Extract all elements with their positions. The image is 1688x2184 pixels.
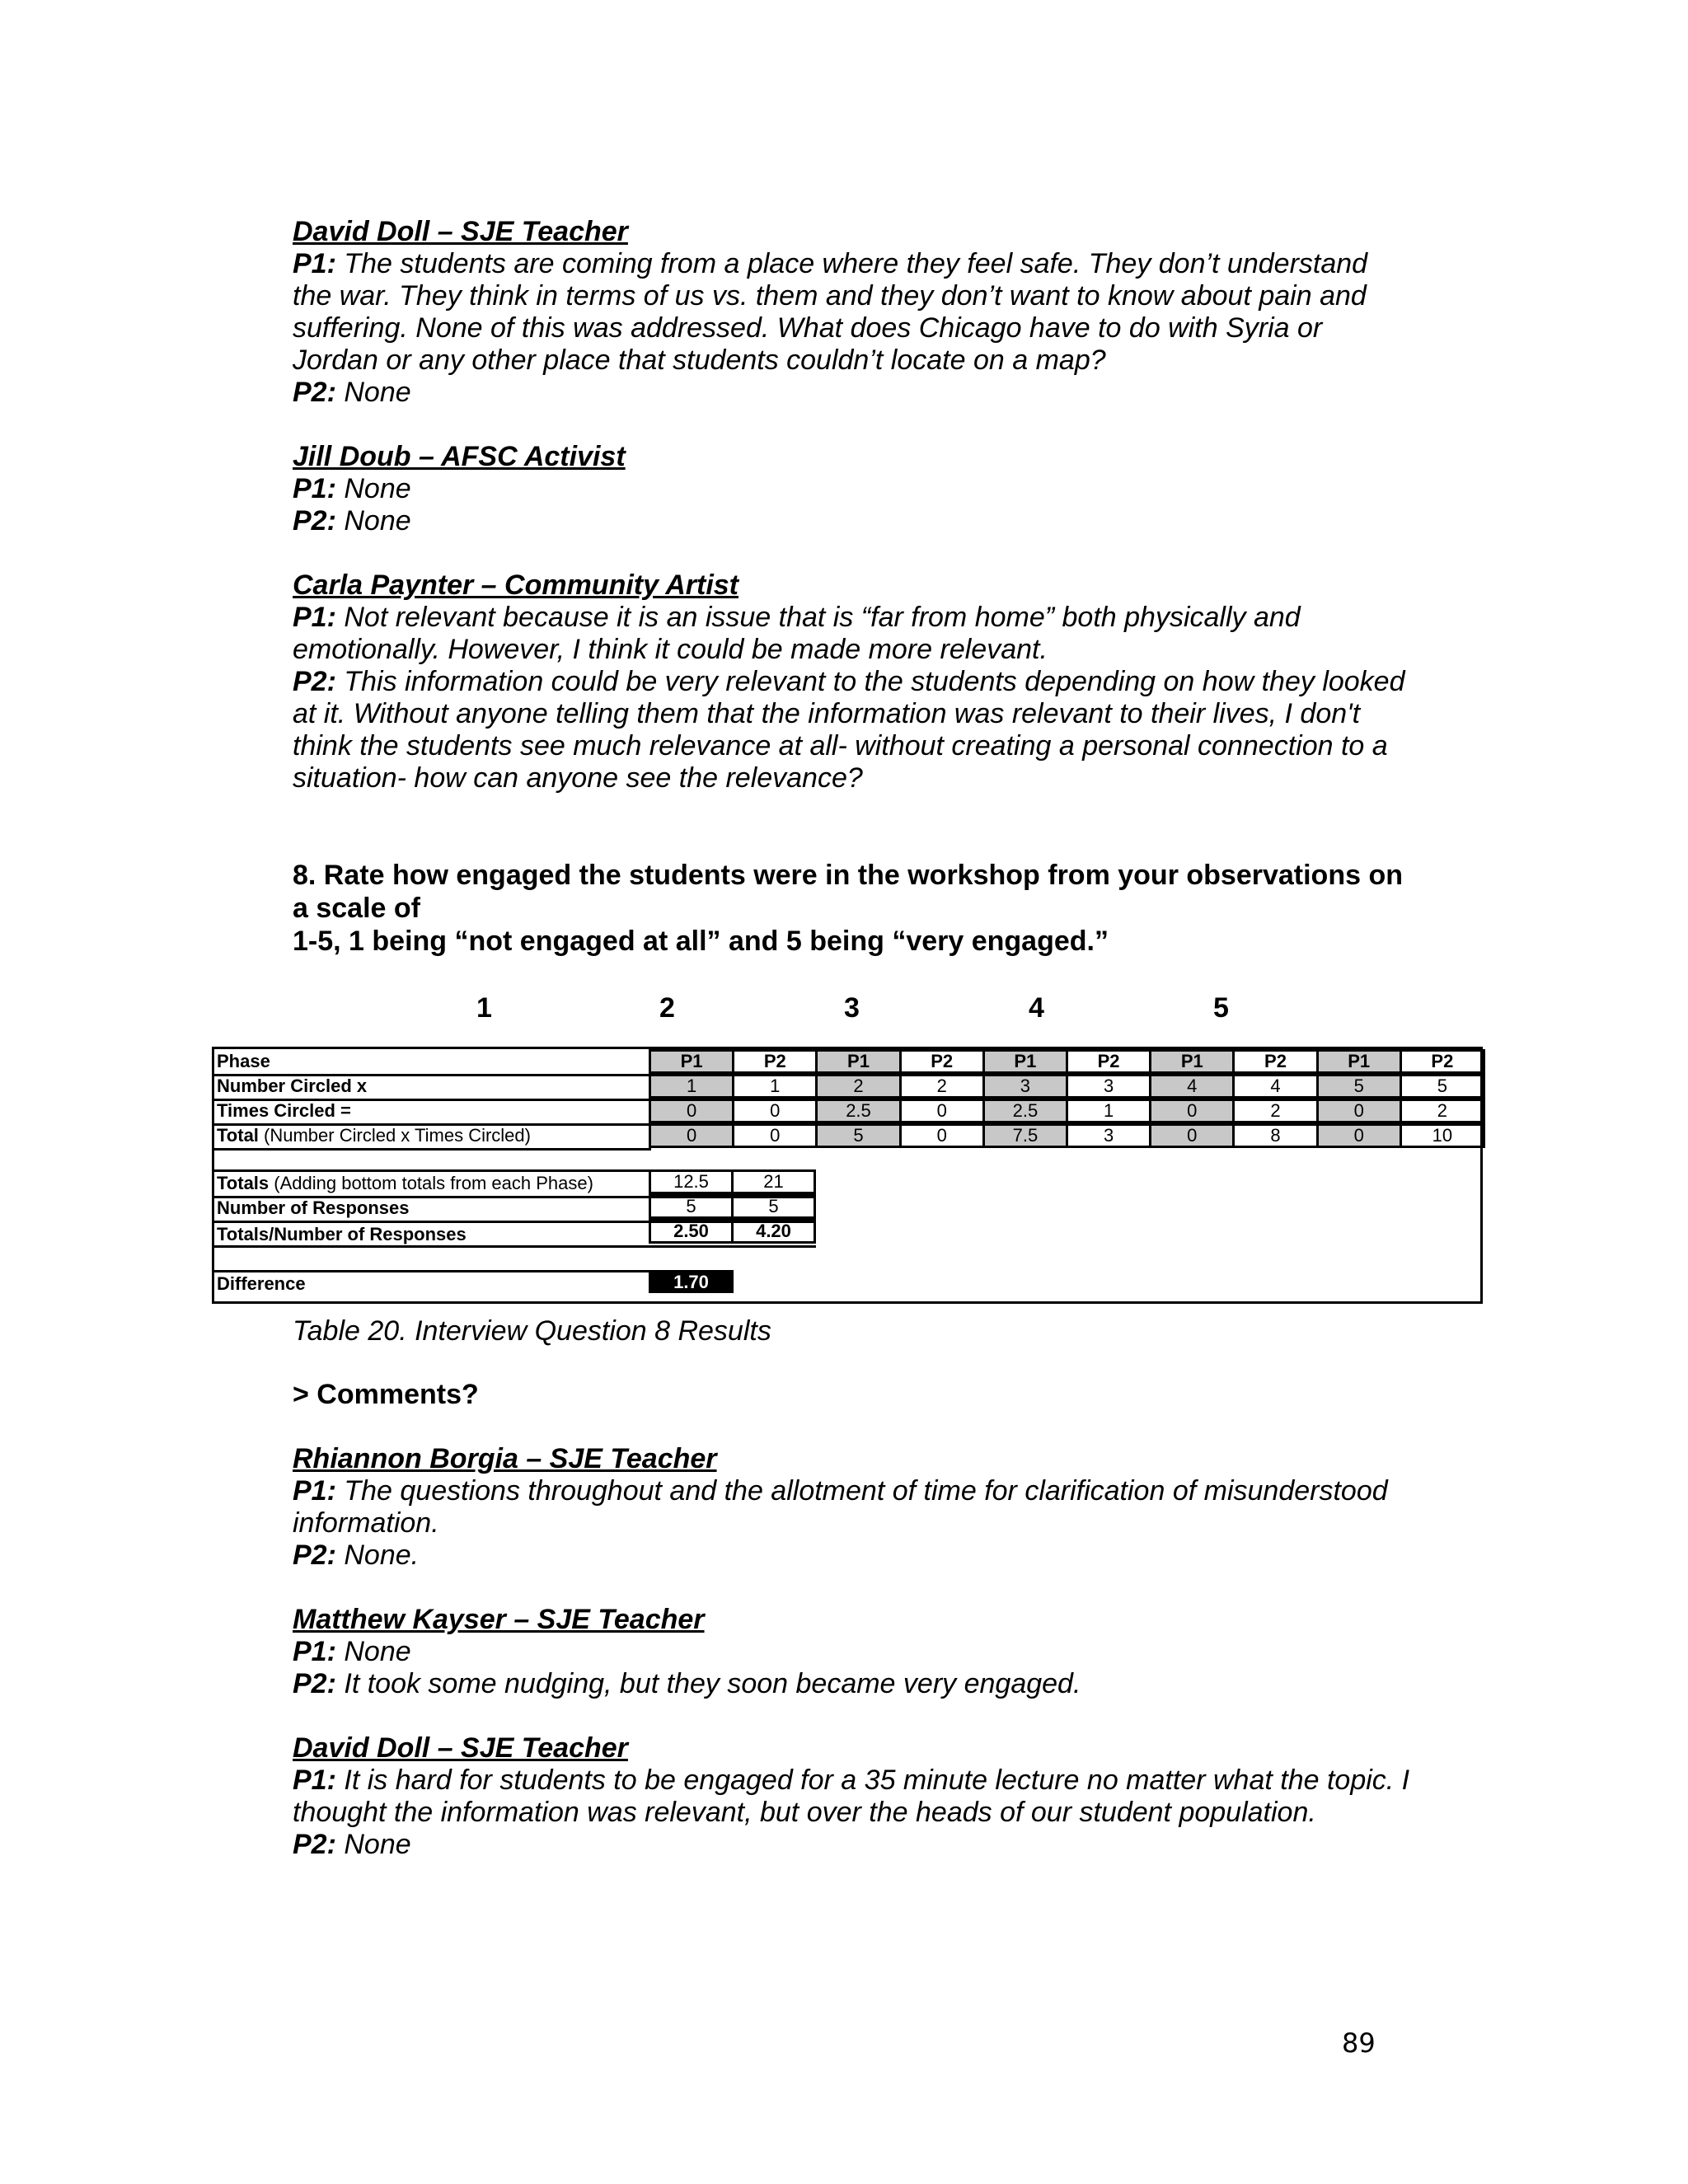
difference-value: 1.70 <box>649 1270 734 1293</box>
scale-2: 2 <box>659 992 675 1024</box>
phase-cell: P1 <box>982 1049 1068 1074</box>
question-8: 8. Rate how engaged the students were in the workshop from your observations on a scale of <box>293 860 1403 924</box>
times-circled-cell: 0 <box>649 1099 734 1123</box>
phase-cell: P2 <box>899 1049 985 1074</box>
totals-p1: 12.5 <box>649 1169 734 1194</box>
response-p1: P1: None <box>293 473 411 504</box>
total-cell: 0 <box>649 1123 734 1148</box>
number-circled-cell: 1 <box>649 1074 734 1099</box>
table-caption: Table 20. Interview Question 8 Results <box>293 1315 771 1347</box>
phase-cell: P2 <box>1066 1049 1151 1074</box>
phase-cell: P2 <box>732 1049 818 1074</box>
row-label-times-circled: Times Circled = <box>217 1100 351 1121</box>
row-label-totals: Totals (Adding bottom totals from each Phase) <box>217 1173 593 1193</box>
times-circled-cell: 1 <box>1066 1099 1151 1123</box>
row-label-total: Total (Number Circled x Times Circled) <box>217 1125 531 1146</box>
row-label-number-circled: Number Circled x <box>217 1076 368 1096</box>
response-p1: P1: None <box>293 1636 411 1667</box>
number-circled-cell: 2 <box>815 1074 901 1099</box>
scale-4: 4 <box>1029 992 1044 1024</box>
response-p2: P2: It took some nudging, but they soon became very engaged. <box>293 1668 1081 1699</box>
total-cell: 10 <box>1400 1123 1485 1148</box>
scale-5: 5 <box>1213 992 1229 1024</box>
page-body-top <box>293 216 1414 958</box>
total-cell: 0 <box>899 1123 985 1148</box>
times-circled-cell: 2.5 <box>982 1099 1068 1123</box>
times-circled-cell: 2 <box>1232 1099 1318 1123</box>
number-circled-cell: 4 <box>1149 1074 1235 1099</box>
row-label-phase: Phase <box>217 1051 270 1071</box>
response-p2: P2: None <box>293 377 411 408</box>
results-table <box>212 1047 1483 1304</box>
response-p1: P1: Not relevant because it is an issue that is “far from home” both physically and emotionally. However, I think it could be made more relevant. <box>293 602 1301 665</box>
row-label-responses: Number of Responses <box>217 1197 410 1218</box>
number-circled-cell: 3 <box>982 1074 1068 1099</box>
phase-cell: P1 <box>1316 1049 1402 1074</box>
responses-p2: 5 <box>731 1194 816 1219</box>
response-p1: P1: The questions throughout and the allotment of time for clarification of misunderstood information. <box>293 1475 1388 1539</box>
page-number: 89 <box>1342 2027 1376 2059</box>
response-p2: P2: None. <box>293 1540 420 1571</box>
respondent-rhiannon-borgia: Rhiannon Borgia – SJE Teacher <box>293 1443 717 1474</box>
scale-3: 3 <box>844 992 860 1024</box>
phase-cell: P2 <box>1400 1049 1485 1074</box>
responses-p1: 5 <box>649 1194 734 1219</box>
times-circled-cell: 0 <box>899 1099 985 1123</box>
row-label-ratio: Totals/Number of Responses <box>217 1224 467 1244</box>
total-cell: 8 <box>1232 1123 1318 1148</box>
response-p2: P2: This information could be very relevant to the students depending on how they looked at it. Without anyone telling them that the information was relevant to their lives, I don't think the students see much relevance at all- without creating a personal connection to a situation- how can anyone see the relevance? <box>293 666 1405 794</box>
respondent-david-doll-2: David Doll – SJE Teacher <box>293 1732 628 1764</box>
number-circled-cell: 5 <box>1316 1074 1402 1099</box>
response-p1: P1: The students are coming from a place where they feel safe. They don’t understand the war. They think in terms of us vs. them and they don’t want to know about pain and suffering. None of this was addressed. What does Chicago have to do with Syria or Jordan or any other place that students couldn’t locate on a map? <box>293 248 1368 376</box>
response-p1: P1: It is hard for students to be engaged for a 35 minute lecture no matter what the topic. I thought the information was relevant, but over the heads of our student population. <box>293 1765 1410 1828</box>
times-circled-cell: 2 <box>1400 1099 1485 1123</box>
total-cell: 0 <box>1149 1123 1235 1148</box>
total-cell: 0 <box>1316 1123 1402 1148</box>
respondent-matthew-kayser: Matthew Kayser – SJE Teacher <box>293 1604 705 1635</box>
ratio-p1: 2.50 <box>649 1219 734 1244</box>
totals-p2: 21 <box>731 1169 816 1194</box>
total-cell: 5 <box>815 1123 901 1148</box>
total-cell: 7.5 <box>982 1123 1068 1148</box>
times-circled-cell: 0 <box>732 1099 818 1123</box>
total-cell: 3 <box>1066 1123 1151 1148</box>
comments-heading: > Comments? <box>293 1379 479 1410</box>
number-circled-cell: 3 <box>1066 1074 1151 1099</box>
respondent-jill-doub: Jill Doub – AFSC Activist <box>293 441 626 472</box>
times-circled-cell: 0 <box>1149 1099 1235 1123</box>
question-8-scale-text: 1-5, 1 being “not engaged at all” and 5 being “very engaged.” <box>293 926 1109 957</box>
respondent-david-doll: David Doll – SJE Teacher <box>293 216 628 247</box>
times-circled-cell: 2.5 <box>815 1099 901 1123</box>
phase-cell: P2 <box>1232 1049 1318 1074</box>
respondent-carla-paynter: Carla Paynter – Community Artist <box>293 569 738 601</box>
times-circled-cell: 0 <box>1316 1099 1402 1123</box>
number-circled-cell: 2 <box>899 1074 985 1099</box>
response-p2: P2: None <box>293 505 411 537</box>
scale-1: 1 <box>476 992 492 1024</box>
ratio-p2: 4.20 <box>731 1219 816 1244</box>
total-cell: 0 <box>732 1123 818 1148</box>
row-label-difference: Difference <box>217 1273 306 1294</box>
number-circled-cell: 4 <box>1232 1074 1318 1099</box>
response-p2: P2: None <box>293 1829 411 1860</box>
number-circled-cell: 1 <box>732 1074 818 1099</box>
phase-cell: P1 <box>649 1049 734 1074</box>
number-circled-cell: 5 <box>1400 1074 1485 1099</box>
page-body-bottom <box>293 1379 1414 1861</box>
rating-scale <box>0 992 1688 1025</box>
phase-cell: P1 <box>815 1049 901 1074</box>
phase-cell: P1 <box>1149 1049 1235 1074</box>
